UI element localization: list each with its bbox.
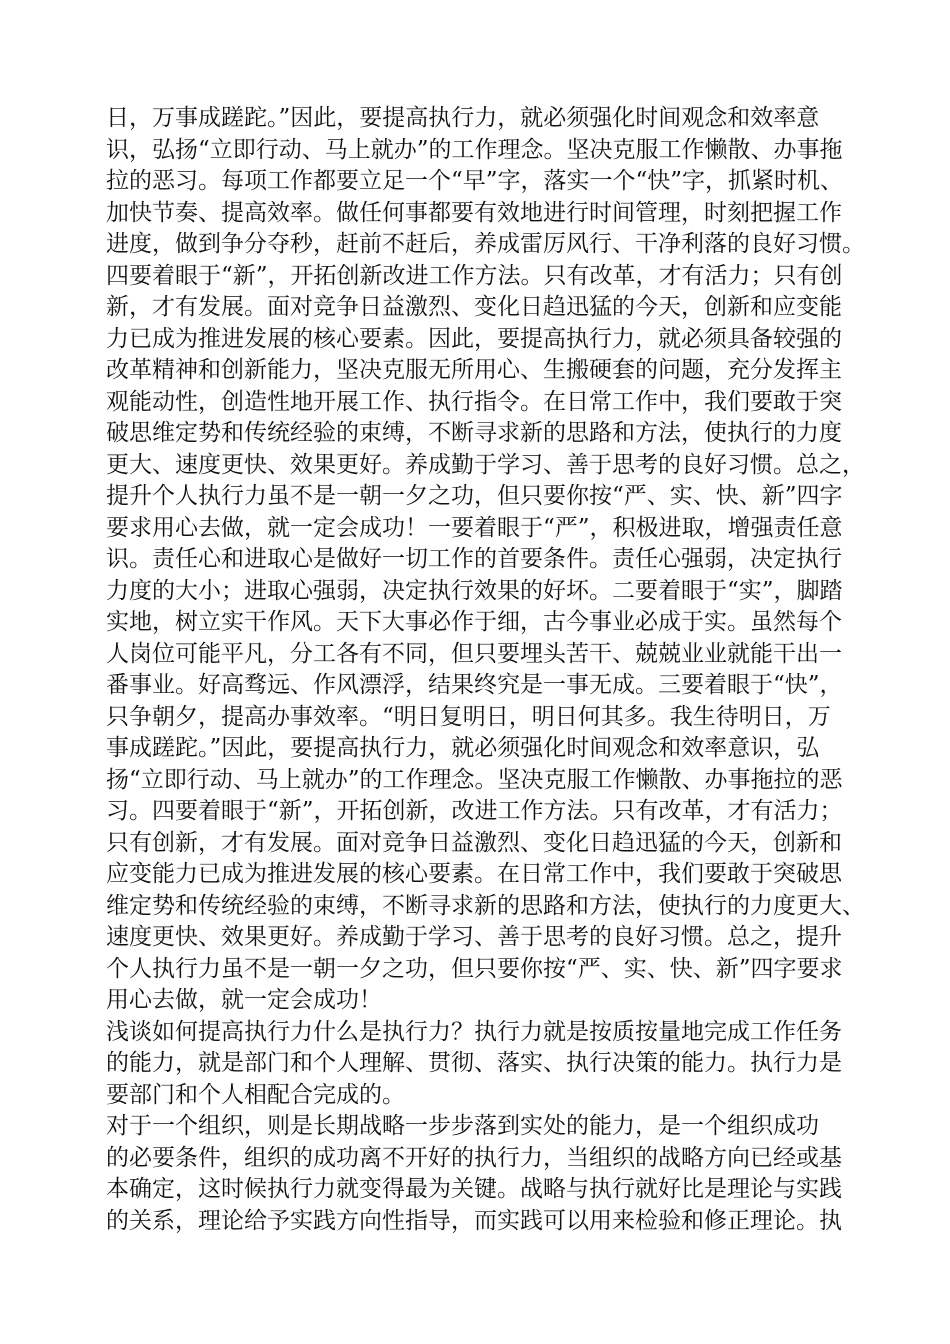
document-page [106, 103, 866, 1237]
text-line-27: 速度更快、效果更好。养成勤于学习、善于思考的良好习惯。总之，提升 [106, 924, 842, 950]
text-line-10: 观能动性，创造性地开展工作、执行指令。在日常工作中，我们要敢于突 [106, 388, 842, 415]
text-line-19: 番事业。好高骛远、作风漂浮，结果终究是一事无成。三要着眼于“快”， [106, 672, 843, 698]
text-line-8: 力已成为推进发展的核心要素。因此，要提高执行力，就必须具备较强的 [106, 325, 842, 352]
text-line-18: 人岗位可能平凡，分工各有不同，但只要埋头苦干、兢兢业业就能干出一 [106, 640, 842, 667]
text-line-9: 改革精神和创新能力，坚决克服无所用心、生搬硬套的问题，充分发挥主 [106, 357, 842, 383]
text-line-5: 进度，做到争分夺秒，赶前不赶后，养成雷厉风行、干净利落的良好习惯。 [106, 231, 865, 257]
text-line-26: 维定势和传统经验的束缚，不断寻求新的思路和方法，使执行的力度更大、 [106, 892, 865, 919]
text-line-34: 的必要条件，组织的成功离不开好的执行力，当组织的战略方向已经或基 [106, 1144, 842, 1171]
text-line-30: 浅谈如何提高执行力什么是执行力？执行力就是按质按量地完成工作任务 [106, 1018, 842, 1045]
text-line-29: 用心去做，就一定会成功！ [106, 987, 382, 1013]
text-line-22: 扬“立即行动、马上就办”的工作理念。坚决克服工作懒散、办事拖拉的恶 [106, 766, 843, 793]
text-line-31: 的能力，就是部门和个人理解、贯彻、落实、执行决策的能力。执行力是 [106, 1050, 842, 1076]
text-line-2: 识，弘扬“立即行动、马上就办”的工作理念。坚决克服工作懒散、办事拖 [106, 136, 843, 163]
text-line-16: 力度的大小；进取心强弱，决定执行效果的好坏。二要着眼于“实”，脚踏 [106, 577, 843, 604]
text-line-24: 只有创新，才有发展。面对竞争日益激烈、变化日趋迅猛的今天，创新和 [106, 829, 842, 856]
text-line-4: 加快节奏、提高效率。做任何事都要有效地进行时间管理，时刻把握工作 [106, 199, 842, 226]
text-line-23: 习。四要着眼于“新”，开拓创新，改进工作方法。只有改革，才有活力； [106, 798, 843, 824]
text-line-1: 日，万事成蹉跎。”因此，要提高执行力，就必须强化时间观念和效率意 [106, 105, 820, 131]
text-line-35: 本确定，这时候执行力就变得最为关键。战略与执行就好比是理论与实践 [106, 1176, 842, 1202]
text-line-28: 个人执行力虽不是一朝一夕之功，但只要你按“严、实、快、新”四字要求 [106, 955, 843, 982]
text-line-13: 提升个人执行力虽不是一朝一夕之功，但只要你按“严、实、快、新”四字 [106, 483, 843, 509]
text-line-7: 新，才有发展。面对竞争日益激烈、变化日趋迅猛的今天，创新和应变能 [106, 294, 842, 320]
text-line-36: 的关系，理论给予实践方向性指导，而实践可以用来检验和修正理论。执 [106, 1207, 842, 1234]
text-line-6: 四要着眼于“新”，开拓创新改进工作方法。只有改革，才有活力；只有创 [106, 262, 843, 289]
text-line-32: 要部门和个人相配合完成的。 [106, 1081, 405, 1108]
text-line-20: 只争朝夕，提高办事效率。“明日复明日，明日何其多。我生待明日，万 [106, 703, 831, 730]
text-line-11: 破思维定势和传统经验的束缚，不断寻求新的思路和方法，使执行的力度 [106, 420, 842, 446]
text-line-25: 应变能力已成为推进发展的核心要素。在日常工作中，我们要敢于突破思 [106, 861, 842, 887]
text-line-33: 对于一个组织，则是长期战略一步步落到实处的能力，是一个组织成功 [106, 1113, 819, 1139]
text-line-14: 要求用心去做，就一定会成功！一要着眼于“严”，积极进取，增强责任意 [106, 514, 843, 541]
text-line-12: 更大、速度更快、效果更好。养成勤于学习、善于思考的良好习惯。总之， [106, 451, 865, 478]
text-line-21: 事成蹉跎。”因此，要提高执行力，就必须强化时间观念和效率意识，弘 [106, 735, 820, 761]
text-line-17: 实地，树立实干作风。天下大事必作于细，古今事业必成于实。虽然每个 [106, 609, 842, 635]
text-line-3: 拉的恶习。每项工作都要立足一个“早”字，落实一个“快”字，抓紧时机、 [106, 168, 844, 194]
text-line-15: 识。责任心和进取心是做好一切工作的首要条件。责任心强弱，决定执行 [106, 546, 842, 572]
